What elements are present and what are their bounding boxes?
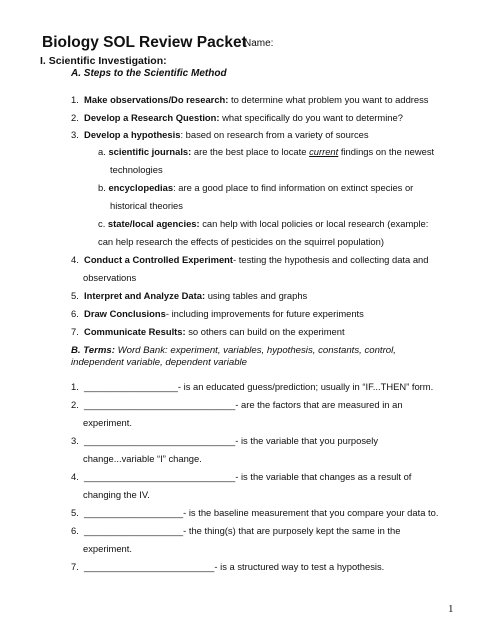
term-7: 7. _________________________- is a structured way to test a hypothesis.: [71, 561, 385, 572]
term-4: 4. _____________________________- is the variable that changes as a result of: [71, 471, 412, 482]
step-7: 7. Communicate Results: so others can build on the experiment: [71, 326, 345, 337]
step-3c: c. state/local agencies: can help with local policies or local research (example:: [98, 218, 429, 229]
step-5: 5. Interpret and Analyze Data: using tables and graphs: [71, 290, 308, 301]
term-5: 5. ___________________- is the baseline measurement that you compare your data to.: [71, 507, 439, 518]
section-subheading: A. Steps to the Scientific Method: [71, 68, 227, 79]
step-4-cont: observations: [83, 272, 137, 283]
step-3a-cont: technologies: [110, 164, 163, 175]
section-heading: I. Scientific Investigation:: [40, 55, 167, 67]
term-4-cont: changing the IV.: [83, 489, 150, 500]
step-3b: b. encyclopedias: are a good place to find information on extinct species or: [98, 182, 414, 193]
terms-heading: B. Terms: Word Bank: experiment, variables, hypothesis, constants, control, independent variable, dependent variable: [71, 345, 396, 368]
step-3a: a. scientific journals: are the best place to locate current findings on the newest: [98, 146, 435, 157]
page-title: Biology SOL Review Packet: [42, 34, 247, 51]
step-1: 1. Make observations/Do research: to determine what problem you want to address: [71, 94, 429, 105]
page-number: 1: [448, 603, 454, 615]
step-3c-cont: can help research the effects of pesticides on the squirrel population): [98, 236, 384, 247]
step-6: 6. Draw Conclusions- including improvements for future experiments: [71, 308, 364, 319]
name-label: Name:: [244, 38, 274, 49]
term-3-cont: change...variable “I” change.: [83, 453, 202, 464]
step-4: 4. Conduct a Controlled Experiment- testing the hypothesis and collecting data and: [71, 254, 429, 265]
term-1: 1. __________________- is an educated guess/prediction; usually in “IF...THEN” form.: [71, 381, 434, 392]
step-2: 2. Develop a Research Question: what specifically do you want to determine?: [71, 112, 403, 123]
term-2: 2. _____________________________- are the factors that are measured in an: [71, 399, 403, 410]
term-2-cont: experiment.: [83, 417, 132, 428]
term-3: 3. _____________________________- is the variable that you purposely: [71, 435, 379, 446]
step-3b-cont: historical theories: [110, 200, 183, 211]
term-6: 6. ___________________- the thing(s) that are purposely kept the same in the: [71, 525, 401, 536]
term-6-cont: experiment.: [83, 543, 132, 554]
step-3: 3. Develop a hypothesis: based on research from a variety of sources: [71, 129, 369, 140]
